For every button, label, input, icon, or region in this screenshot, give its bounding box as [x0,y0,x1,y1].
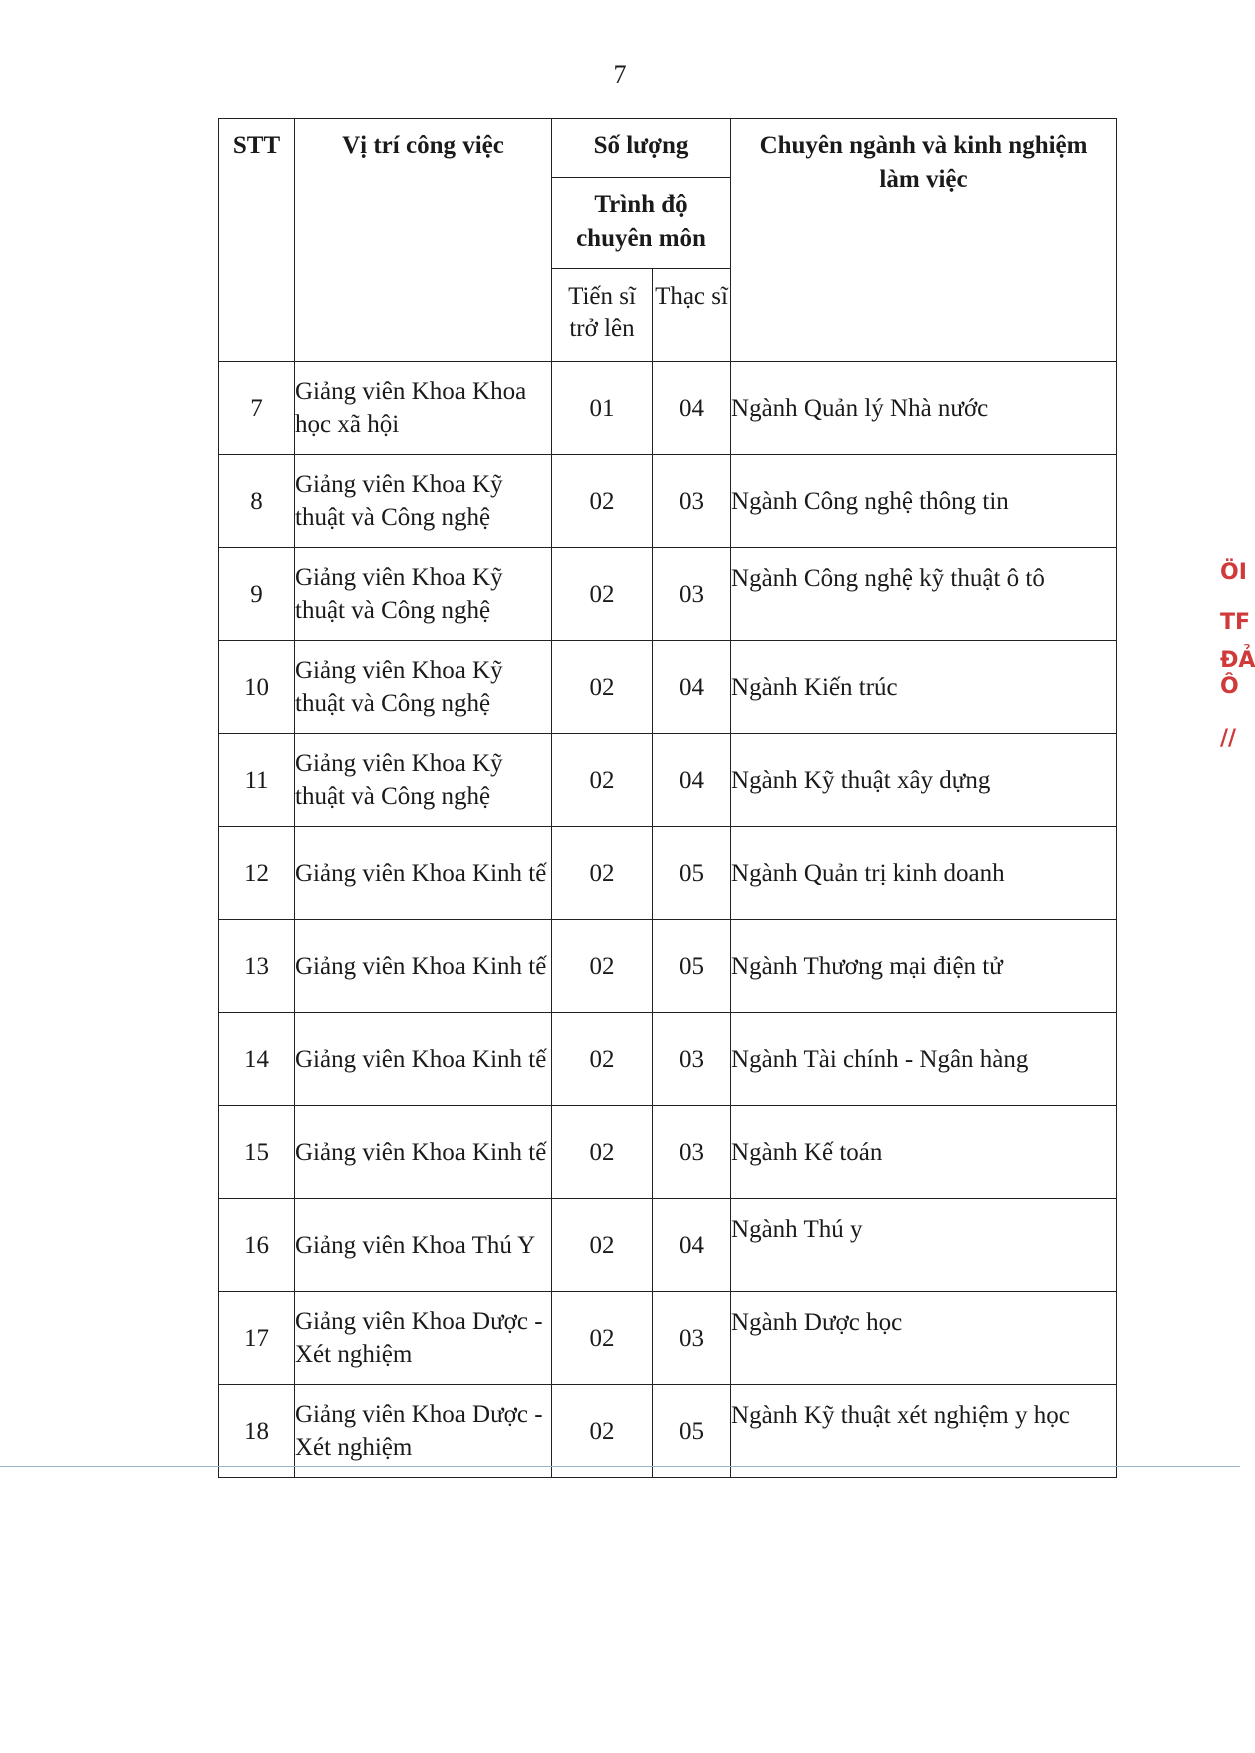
row-doctorate: 02 [552,827,653,920]
row-specialty: Ngành Tài chính - Ngân hàng [731,1013,1117,1106]
row-doctorate: 02 [552,1199,653,1292]
row-specialty: Ngành Kỹ thuật xét nghiệm y học [731,1385,1117,1478]
row-masters: 04 [653,1199,731,1292]
table-row [219,641,1117,734]
row-position: Giảng viên Khoa Kinh tế [295,920,552,1013]
header-row [219,119,1117,178]
header-qualification: Trình độ chuyên môn [552,178,731,269]
row-stt: 14 [219,1013,295,1106]
red-stamp-fragment [1214,560,1255,770]
row-position: Giảng viên Khoa Kinh tế [295,827,552,920]
table-row [219,827,1117,920]
row-doctorate: 02 [552,1013,653,1106]
row-position: Giảng viên Khoa Kinh tế [295,1106,552,1199]
row-masters: 04 [653,734,731,827]
stamp-text: TF [1220,610,1251,635]
row-position: Giảng viên Khoa Dược - Xét nghiệm [295,1292,552,1385]
row-masters: 03 [653,1013,731,1106]
row-position: Giảng viên Khoa Kỹ thuật và Công nghệ [295,548,552,641]
header-masters: Thạc sĩ [653,269,731,362]
row-doctorate: 02 [552,920,653,1013]
row-stt: 13 [219,920,295,1013]
row-stt: 12 [219,827,295,920]
row-masters: 03 [653,548,731,641]
row-stt: 7 [219,362,295,455]
row-masters: 04 [653,641,731,734]
stamp-text: Ô [1220,674,1239,699]
stamp-text: ĐẢ [1220,648,1255,673]
page-number: 7 [613,60,627,89]
row-masters: 03 [653,1106,731,1199]
row-specialty: Ngành Thương mại điện tử [731,920,1117,1013]
table-row [219,362,1117,455]
table-row [219,734,1117,827]
table-row [219,920,1117,1013]
row-doctorate: 02 [552,734,653,827]
row-stt: 10 [219,641,295,734]
row-stt: 15 [219,1106,295,1199]
row-doctorate: 02 [552,455,653,548]
row-masters: 05 [653,920,731,1013]
row-specialty: Ngành Kế toán [731,1106,1117,1199]
header-specialty: Chuyên ngành và kinh nghiệm làm việc [731,119,1117,362]
scan-rule-line [0,1466,1240,1467]
table-row [219,1385,1117,1478]
row-stt: 9 [219,548,295,641]
row-specialty: Ngành Kỹ thuật xây dựng [731,734,1117,827]
row-doctorate: 01 [552,362,653,455]
row-doctorate: 02 [552,1106,653,1199]
recruitment-table [218,118,1117,1478]
row-stt: 11 [219,734,295,827]
row-doctorate: 02 [552,1292,653,1385]
row-position: Giảng viên Khoa Dược - Xét nghiệm [295,1385,552,1478]
row-stt: 17 [219,1292,295,1385]
header-doctorate: Tiến sĩ trở lên [552,269,653,362]
row-specialty: Ngành Quản trị kinh doanh [731,827,1117,920]
row-specialty: Ngành Thú y [731,1199,1117,1292]
row-stt: 8 [219,455,295,548]
header-stt: STT [219,119,295,362]
table-row [219,1013,1117,1106]
row-masters: 04 [653,362,731,455]
table-row [219,1292,1117,1385]
row-specialty: Ngành Kiến trúc [731,641,1117,734]
row-position: Giảng viên Khoa Kinh tế [295,1013,552,1106]
table-row [219,1199,1117,1292]
row-position: Giảng viên Khoa Khoa học xã hội [295,362,552,455]
row-position: Giảng viên Khoa Kỹ thuật và Công nghệ [295,455,552,548]
row-masters: 03 [653,1292,731,1385]
header-position: Vị trí công việc [295,119,552,362]
row-position: Giảng viên Khoa Thú Y [295,1199,552,1292]
row-doctorate: 02 [552,1385,653,1478]
row-position: Giảng viên Khoa Kỹ thuật và Công nghệ [295,734,552,827]
row-masters: 05 [653,827,731,920]
stamp-text: // [1220,726,1237,751]
table-row [219,455,1117,548]
row-stt: 16 [219,1199,295,1292]
row-stt: 18 [219,1385,295,1478]
stamp-text: ÖI [1220,560,1247,585]
row-specialty: Ngành Dược học [731,1292,1117,1385]
row-masters: 05 [653,1385,731,1478]
row-masters: 03 [653,455,731,548]
row-specialty: Ngành Công nghệ kỹ thuật ô tô [731,548,1117,641]
header-quantity: Số lượng [552,119,731,178]
row-specialty: Ngành Công nghệ thông tin [731,455,1117,548]
row-doctorate: 02 [552,548,653,641]
row-position: Giảng viên Khoa Kỹ thuật và Công nghệ [295,641,552,734]
table-row [219,1106,1117,1199]
row-specialty: Ngành Quản lý Nhà nước [731,362,1117,455]
row-doctorate: 02 [552,641,653,734]
table-row [219,548,1117,641]
